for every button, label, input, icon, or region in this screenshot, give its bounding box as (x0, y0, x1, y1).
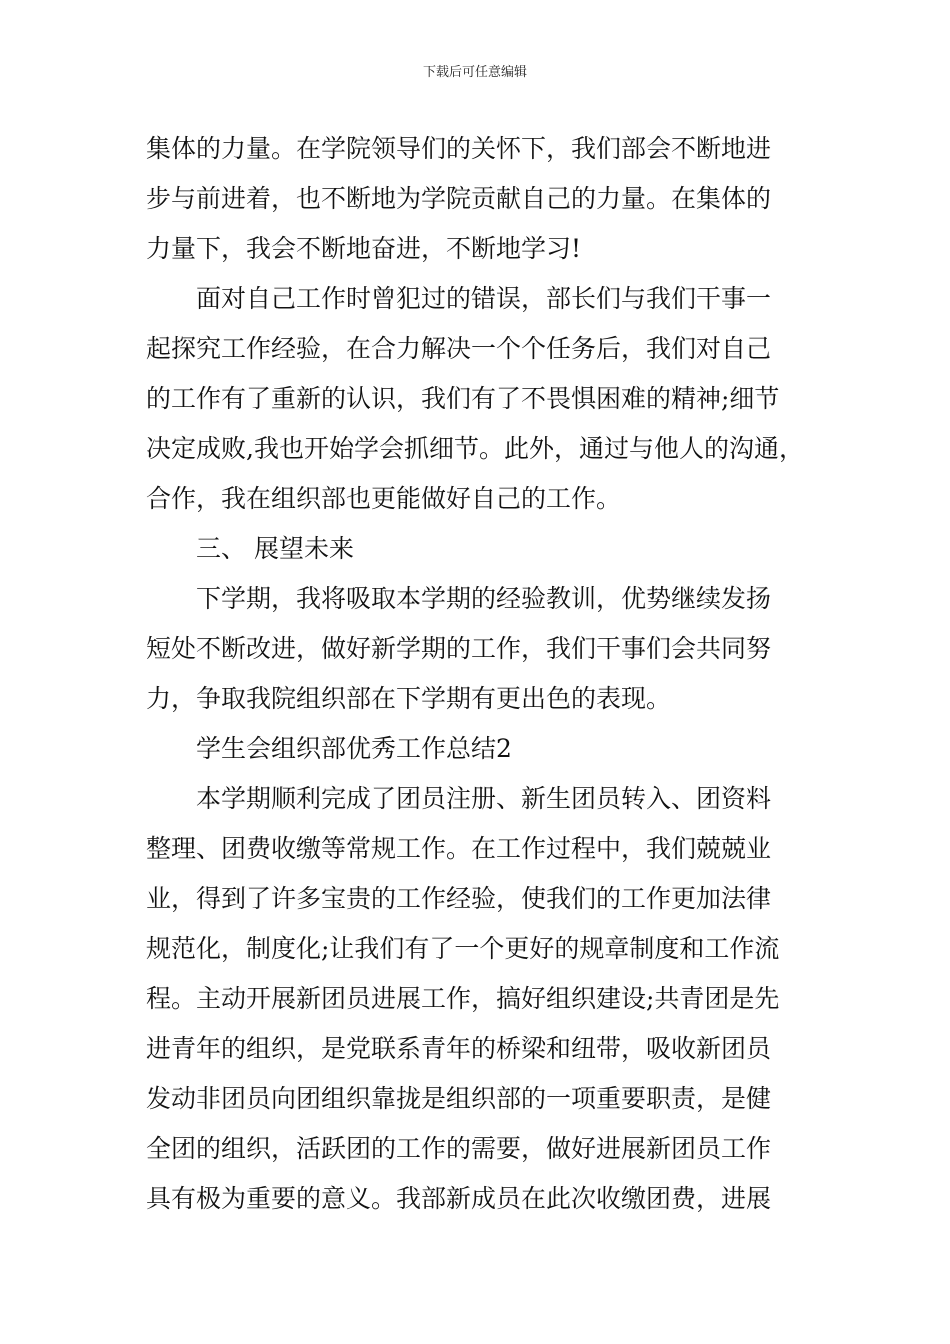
text-line: 面对自己工作时曾犯过的错误，部长们与我们干事一 (196, 284, 772, 313)
page-header: 下载后可任意编辑 (422, 65, 527, 80)
text-line: 程。主动开展新团员进展工作，搞好组织建设;共青团是先 (146, 984, 780, 1013)
text-line: 起探究工作经验，在合力解决一个个任务后，我们对自己 (146, 334, 772, 363)
text-line: 合作，我在组织部也更能做好自己的工作。 (146, 484, 622, 513)
text-line: 集体的力量。在学院领导们的关怀下，我们部会不断地进 (146, 134, 772, 163)
text-line: 力，争取我院组织部在下学期有更出色的表现。 (146, 684, 672, 713)
text-line: 整理、团费收缴等常规工作。在工作过程中，我们兢兢业 (146, 834, 772, 863)
text-line: 短处不断改进，做好新学期的工作，我们干事们会共同努 (146, 634, 772, 663)
text-line: 力量下，我会不断地奋进，不断地学习! (146, 234, 582, 263)
text-line: 三、 展望未来 (196, 534, 354, 563)
text-line: 步与前进着，也不断地为学院贡献自己的力量。在集体的 (146, 184, 772, 213)
text-line: 学生会组织部优秀工作总结2 (196, 734, 512, 763)
text-line: 发动非团员向团组织靠拢是组织部的一项重要职责，是健 (146, 1084, 772, 1113)
text-line: 全团的组织，活跃团的工作的需要，做好进展新团员工作 (146, 1134, 772, 1163)
text-line: 本学期顺利完成了团员注册、新生团员转入、团资料 (196, 784, 772, 813)
text-line: 决定成败,我也开始学会抓细节。此外，通过与他人的沟通， (146, 434, 804, 463)
text-line: 进青年的组织，是党联系青年的桥梁和纽带，吸收新团员 (146, 1034, 772, 1063)
document-body (146, 124, 836, 1224)
text-line: 的工作有了重新的认识，我们有了不畏惧困难的精神;细节 (146, 384, 780, 413)
text-line: 具有极为重要的意义。我部新成员在此次收缴团费，进展 (146, 1184, 772, 1213)
text-line: 下学期，我将吸取本学期的经验教训，优势继续发扬 (196, 584, 772, 613)
text-line: 业，得到了许多宝贵的工作经验，使我们的工作更加法律 (146, 884, 772, 913)
text-line: 规范化，制度化;让我们有了一个更好的规章制度和工作流 (146, 934, 780, 963)
